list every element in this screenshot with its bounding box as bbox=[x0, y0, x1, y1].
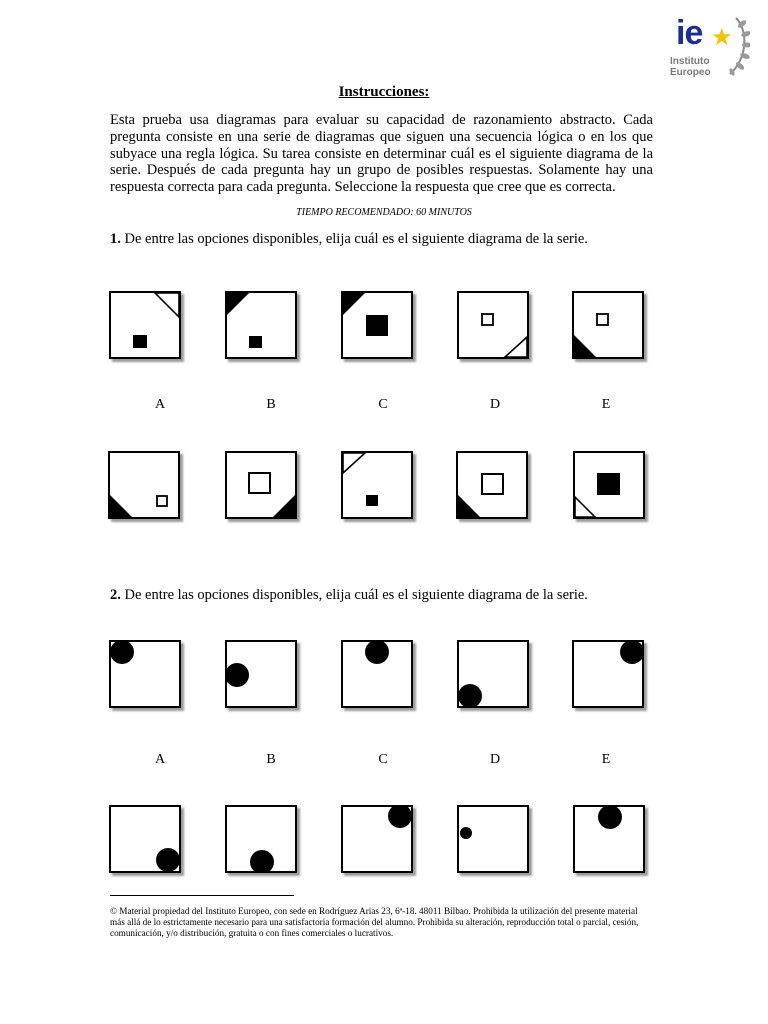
star-icon: ★ bbox=[711, 25, 733, 51]
q2-option-label-a: A bbox=[154, 752, 166, 767]
q2-series-diagram-1-figure bbox=[111, 642, 179, 706]
q2-answer-c-figure bbox=[343, 807, 411, 871]
q1-answer-d[interactable] bbox=[456, 451, 528, 519]
instructions-paragraph: Esta prueba usa diagramas para evaluar su capacidad de razonamiento abstracto. Cada pregunta consiste en una serie de diagramas que siguen una secuencia lógica o en los que subyace una regla lógica. Su tarea consiste en determinar cuál es el siguiente diagrama de la serie. Después de cada pregunta hay un grupo de posibles respuestas. Solamente hay una respuesta correcta para cada pregunta. Seleccione la respuesta que cree que es correcta. bbox=[110, 112, 653, 196]
q2-series-diagram-3 bbox=[341, 640, 413, 708]
q1-series-diagram-1-figure bbox=[111, 293, 179, 357]
q2-answer-c[interactable] bbox=[341, 805, 413, 873]
q1-answer-e-figure bbox=[575, 453, 643, 517]
copyright-footnote: © Material propiedad del Instituto Europeo, con sede en Rodríguez Arias 23, 6ª-18. 48011 Bilbao. Prohibida la utilización del presente material más allá de lo estrictamente necesario para una satisfactoria formación del alumno. Prohibida su alteración, reproducción total o parcial, cesión, comunicación, y/o distribución, gratuita o con fines comerciales o lucrativos. bbox=[110, 906, 639, 938]
q2-series-diagram-5-figure bbox=[574, 642, 642, 706]
q2-answer-d[interactable] bbox=[457, 805, 529, 873]
q1-answer-b[interactable] bbox=[225, 451, 297, 519]
logo-line-1: Instituto bbox=[670, 56, 710, 67]
q1-series-diagram-4-figure bbox=[459, 293, 527, 357]
question-2-text: De entre las opciones disponibles, elija cuál es el siguiente diagrama de la serie. bbox=[120, 587, 588, 603]
q1-option-label-e: E bbox=[601, 397, 611, 412]
recommended-time: TIEMPO RECOMENDADO: 60 MINUTOS bbox=[296, 207, 472, 218]
q2-answer-b[interactable] bbox=[225, 805, 297, 873]
q1-answer-a-figure bbox=[110, 453, 178, 517]
q1-option-label-a: A bbox=[154, 397, 166, 412]
q1-option-label-b: B bbox=[266, 397, 276, 412]
q2-series-diagram-1 bbox=[109, 640, 181, 708]
q2-answer-e-figure bbox=[575, 807, 643, 871]
institute-logo bbox=[668, 14, 750, 80]
q1-series-diagram-3 bbox=[341, 291, 413, 359]
q1-answer-c[interactable] bbox=[341, 451, 413, 519]
q2-series-diagram-4 bbox=[457, 640, 529, 708]
q1-series-diagram-2-figure bbox=[227, 293, 295, 357]
q1-series-diagram-3-figure bbox=[343, 293, 411, 357]
logo-line-2: Europeo bbox=[670, 67, 711, 78]
q2-series-diagram-5 bbox=[572, 640, 644, 708]
page-title: Instrucciones: bbox=[338, 84, 430, 100]
q2-answer-d-figure bbox=[459, 807, 527, 871]
q2-option-label-b: B bbox=[266, 752, 276, 767]
q2-option-label-d: D bbox=[489, 752, 501, 767]
q1-series-diagram-5-figure bbox=[574, 293, 642, 357]
q1-series-diagram-4 bbox=[457, 291, 529, 359]
question-2 bbox=[110, 587, 588, 604]
q1-option-label-c: C bbox=[378, 397, 388, 412]
q1-answer-a[interactable] bbox=[108, 451, 180, 519]
q2-answer-a-figure bbox=[111, 807, 179, 871]
q2-answer-e[interactable] bbox=[573, 805, 645, 873]
q1-series-diagram-5 bbox=[572, 291, 644, 359]
q1-series-diagram-1 bbox=[109, 291, 181, 359]
question-1-number: 1. bbox=[110, 231, 121, 247]
q1-answer-b-figure bbox=[227, 453, 295, 517]
q1-option-label-d: D bbox=[489, 397, 501, 412]
q2-series-diagram-2-figure bbox=[227, 642, 295, 706]
laurel-icon bbox=[720, 14, 750, 78]
q1-answer-e[interactable] bbox=[573, 451, 645, 519]
q2-series-diagram-4-figure bbox=[459, 642, 527, 706]
q2-series-diagram-2 bbox=[225, 640, 297, 708]
question-1-text: De entre las opciones disponibles, elija cuál es el siguiente diagrama de la serie. bbox=[120, 231, 588, 247]
q2-answer-b-figure bbox=[227, 807, 295, 871]
question-1 bbox=[110, 231, 588, 248]
question-2-number: 2. bbox=[110, 587, 121, 603]
footnote-divider bbox=[110, 895, 294, 896]
logo-brand: ie bbox=[676, 14, 703, 52]
q2-option-label-c: C bbox=[378, 752, 388, 767]
q1-series-diagram-2 bbox=[225, 291, 297, 359]
q1-answer-d-figure bbox=[458, 453, 526, 517]
q1-answer-c-figure bbox=[343, 453, 411, 517]
q2-option-label-e: E bbox=[601, 752, 611, 767]
q2-series-diagram-3-figure bbox=[343, 642, 411, 706]
q2-answer-a[interactable] bbox=[109, 805, 181, 873]
